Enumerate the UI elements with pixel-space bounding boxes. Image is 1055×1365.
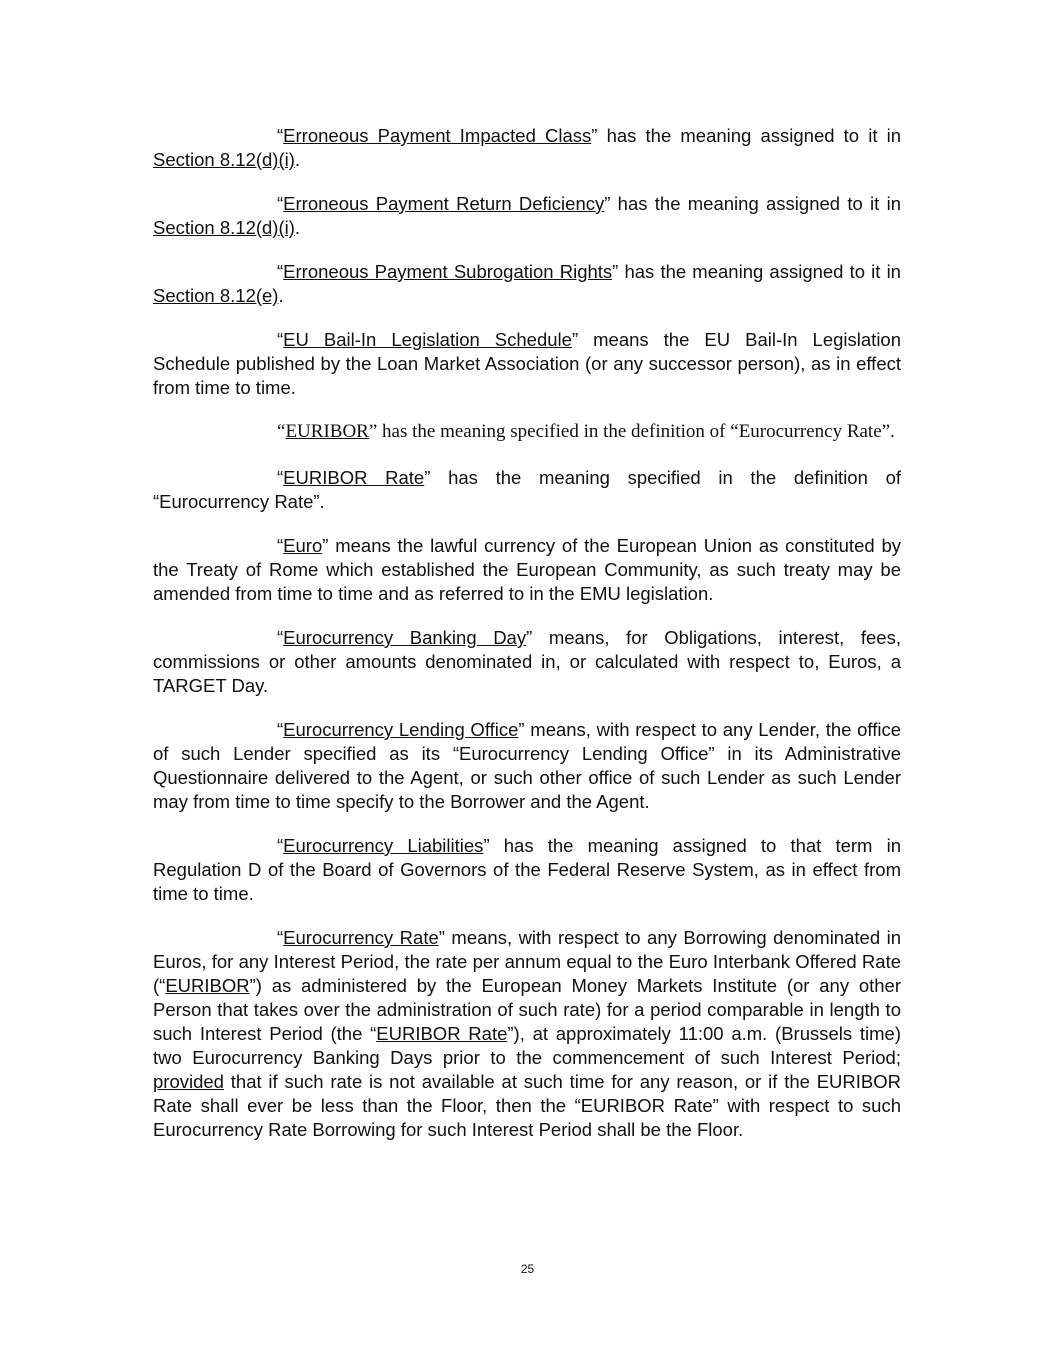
- page-number: 25: [520, 1262, 535, 1276]
- defined-term: Eurocurrency Banking Day: [283, 627, 527, 648]
- section-reference: Section 8.12(e): [153, 285, 279, 306]
- defined-term: EURIBOR: [285, 421, 369, 442]
- defined-term: EU Bail-In Legislation Schedule: [283, 329, 572, 350]
- definition-erroneous-payment-return-deficiency: “Erroneous Payment Return Deficiency” has the meaning assigned to it in Section 8.12(d)(i).: [153, 193, 901, 238]
- section-reference: Section 8.12(d)(i): [153, 149, 295, 170]
- defined-term: Eurocurrency Lending Office: [283, 719, 519, 740]
- defined-term: Erroneous Payment Return Deficiency: [283, 193, 605, 214]
- definition-eurocurrency-lending-office: “Eurocurrency Lending Office” means, with respect to any Lender, the office of such Lender specified as its “Eurocurrency Lending Office” in its Administrative Questionnaire delivered to the Agent, or such other office of such Lender as such Lender may from time to time specify to the Borrower and the Agent.: [153, 719, 902, 812]
- definition-eurocurrency-liabilities: “Eurocurrency Liabilities” has the meaning assigned to that term in Regulation D of the Board of Governors of the Federal Reserve System, as in effect from time to time.: [153, 835, 901, 904]
- defined-term: Euro: [283, 535, 323, 556]
- section-reference: Section 8.12(d)(i): [153, 217, 295, 238]
- defined-term: Eurocurrency Rate: [283, 927, 439, 948]
- proviso-keyword: provided: [153, 1071, 224, 1092]
- defined-term: EURIBOR: [165, 975, 250, 996]
- definition-euribor-rate: “EURIBOR Rate” has the meaning specified in the definition of “Eurocurrency Rate”.: [153, 467, 902, 512]
- definition-erroneous-payment-subrogation-rights: “Erroneous Payment Subrogation Rights” has the meaning assigned to it in Section 8.12(e).: [153, 261, 901, 306]
- defined-term: Erroneous Payment Impacted Class: [283, 125, 592, 146]
- definition-erroneous-payment-impacted-class: “Erroneous Payment Impacted Class” has the meaning assigned to it in Section 8.12(d)(i).: [153, 125, 901, 170]
- definition-eu-bail-in-legislation-schedule: “EU Bail-In Legislation Schedule” means the EU Bail-In Legislation Schedule published by the Loan Market Association (or any successor person), as in effect from time to time.: [153, 329, 902, 398]
- definition-eurocurrency-banking-day: “Eurocurrency Banking Day” means, for Obligations, interest, fees, commissions or other amounts denominated in, or calculated with respect to, Euros, a TARGET Day.: [153, 627, 901, 696]
- definition-euro: “Euro” means the lawful currency of the European Union as constituted by the Treaty of Rome which established the European Community, as such treaty may be amended from time to time and as referred to in the EMU legislation.: [153, 535, 901, 604]
- definitions-section: [153, 124, 901, 1162]
- defined-term: EURIBOR Rate: [376, 1023, 508, 1044]
- definition-euribor: “EURIBOR” has the meaning specified in the definition of “Eurocurrency Rate”.: [277, 421, 895, 442]
- definition-eurocurrency-rate: “Eurocurrency Rate” means, with respect to any Borrowing denominated in Euros, for any Interest Period, the rate per annum equal to the Euro Interbank Offered Rate (“EURIBOR”) as administered by the European Money Markets Institute (or any other Person that takes over the administration of such rate) for a period comparable in length to such Interest Period (the “EURIBOR Rate”), at approximately 11:00 a.m. (Brussels time) two Eurocurrency Banking Days prior to the commencement of such Interest Period; provided that if such rate is not available at such time for any reason, or if the EURIBOR Rate shall ever be less than the Floor, then the “EURIBOR Rate” with respect to such Eurocurrency Rate Borrowing for such Interest Period shall be the Floor.: [153, 927, 901, 1140]
- defined-term: Erroneous Payment Subrogation Rights: [283, 261, 613, 282]
- defined-term: EURIBOR Rate: [283, 467, 425, 488]
- defined-term: Eurocurrency Liabilities: [283, 835, 484, 856]
